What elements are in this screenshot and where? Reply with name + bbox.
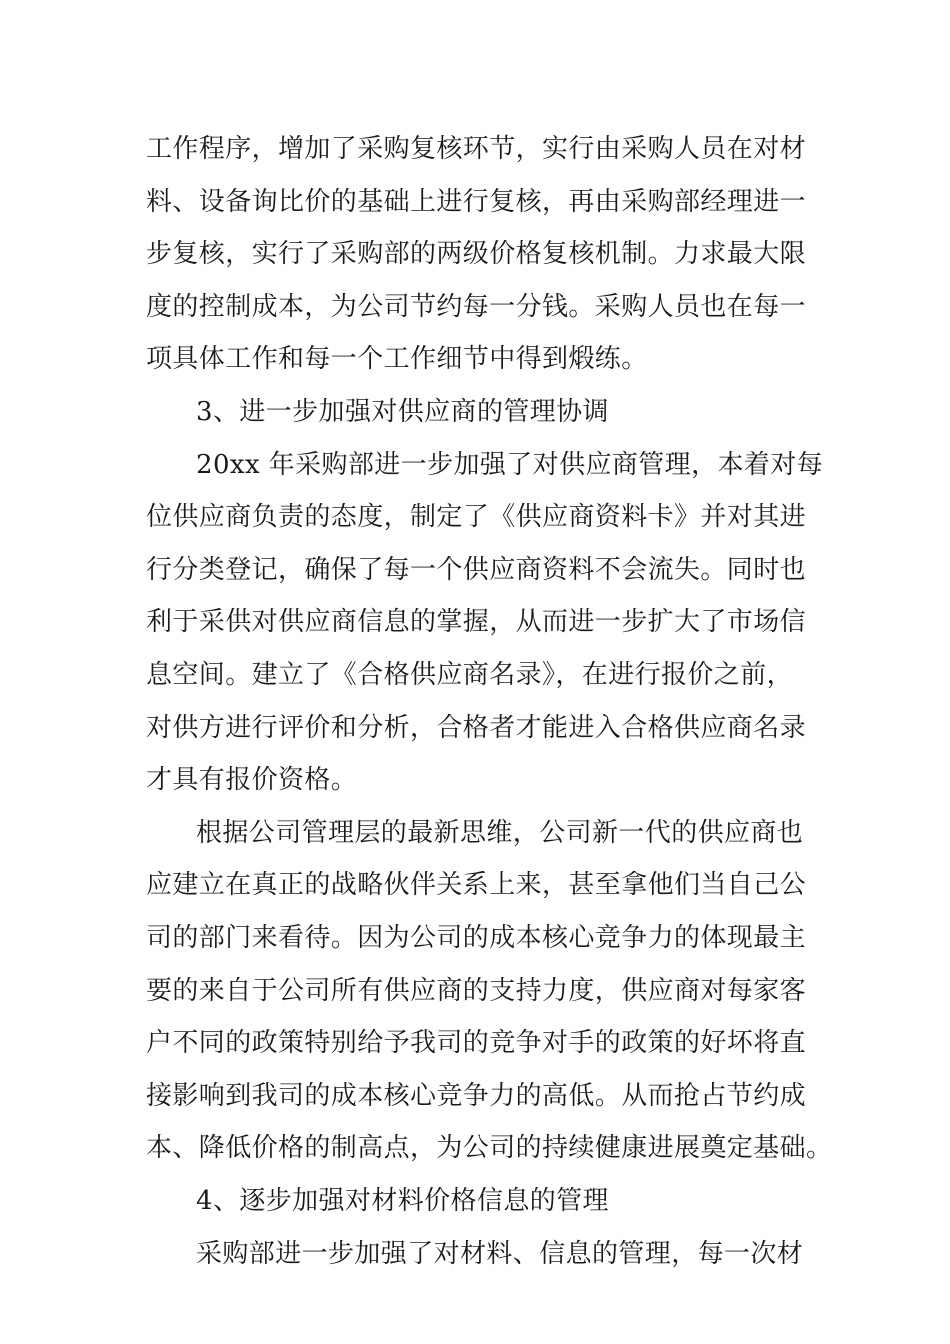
paragraph-line: 根据公司管理层的最新思维，公司新一代的供应商也: [196, 818, 804, 848]
paragraph-line: 才具有报价资格。: [146, 765, 358, 795]
paragraph-line: 司的部门来看待。因为公司的成本核心竞争力的体现最主: [146, 923, 807, 953]
paragraph-line: 息空间。建立了《合格供应商名录》，在进行报价之前，: [146, 660, 794, 690]
paragraph-line: 采购部进一步加强了对材料、信息的管理，每一次材: [196, 1239, 804, 1269]
paragraph-line: 行分类登记，确保了每一个供应商资料不会流失。同时也: [146, 555, 807, 585]
paragraph-line: 料、设备询比价的基础上进行复核，再由采购部经理进一: [146, 187, 807, 217]
paragraph-line: 项具体工作和每一个工作细节中得到煅练。: [146, 344, 648, 374]
section-heading: 4、逐步加强对材料价格信息的管理: [196, 1186, 609, 1216]
paragraph-line: 对供方进行评价和分析，合格者才能进入合格供应商名录: [146, 713, 807, 743]
paragraph-line: 本、降低价格的制高点，为公司的持续健康进展奠定基础。: [146, 1133, 833, 1163]
paragraph-line: 利于采供对供应商信息的掌握，从而进一步扩大了市场信: [146, 607, 807, 637]
section-heading: 3、进一步加强对供应商的管理协调: [196, 397, 609, 427]
paragraph-line: 位供应商负责的态度，制定了《供应商资料卡》并对其进: [146, 502, 807, 532]
paragraph-line: 度的控制成本，为公司节约每一分钱。采购人员也在每一: [146, 292, 807, 322]
paragraph-line: 要的来自于公司所有供应商的支持力度，供应商对每家客: [146, 976, 807, 1006]
paragraph-line: 20xx 年采购部进一步加强了对供应商管理，本着对每: [196, 450, 824, 480]
paragraph-line: 应建立在真正的战略伙伴关系上来，甚至拿他们当自己公: [146, 870, 807, 900]
paragraph-line: 步复核，实行了采购部的两级价格复核机制。力求最大限: [146, 239, 807, 269]
paragraph-line: 工作程序，增加了采购复核环节，实行由采购人员在对材: [146, 134, 807, 164]
paragraph-line: 接影响到我司的成本核心竞争力的高低。从而抢占节约成: [146, 1081, 807, 1111]
paragraph-line: 户不同的政策特别给予我司的竞争对手的政策的好坏将直: [146, 1028, 807, 1058]
